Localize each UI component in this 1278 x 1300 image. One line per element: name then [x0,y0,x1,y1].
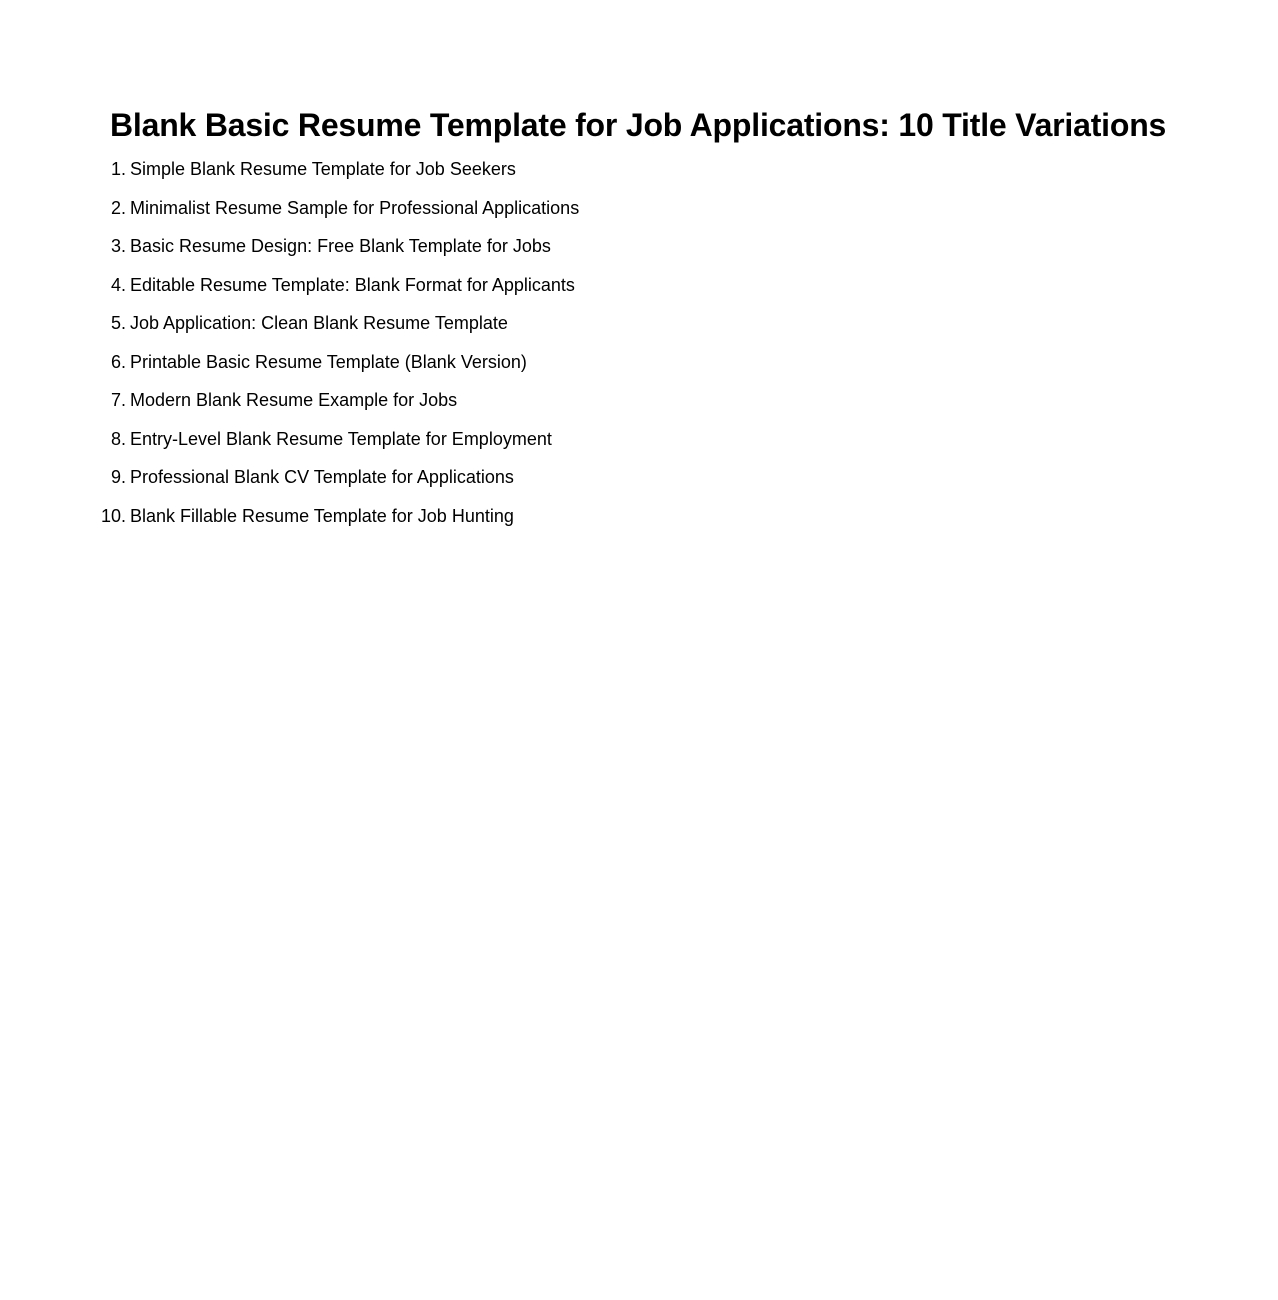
list-item: Blank Fillable Resume Template for Job Hunting [130,505,514,526]
list-item: Professional Blank CV Template for Applications [130,467,514,487]
list-item: Printable Basic Resume Template (Blank Version) [130,351,527,372]
page-title: Blank Basic Resume Template for Job Applications: 10 Title Variations [110,107,1167,143]
list-item: Simple Blank Resume Template for Job Seekers [130,159,516,179]
list-item: Minimalist Resume Sample for Professional Applications [130,197,580,218]
list-item: Editable Resume Template: Blank Format for Applicants [130,274,575,295]
title-variations-list [110,158,1170,527]
document-body [110,104,1170,543]
list-item: Basic Resume Design: Free Blank Template for Jobs [130,236,551,256]
list-item: Modern Blank Resume Example for Jobs [130,390,458,410]
list-item: Job Application: Clean Blank Resume Template [130,313,508,333]
list-item: Entry-Level Blank Resume Template for Employment [130,428,552,449]
